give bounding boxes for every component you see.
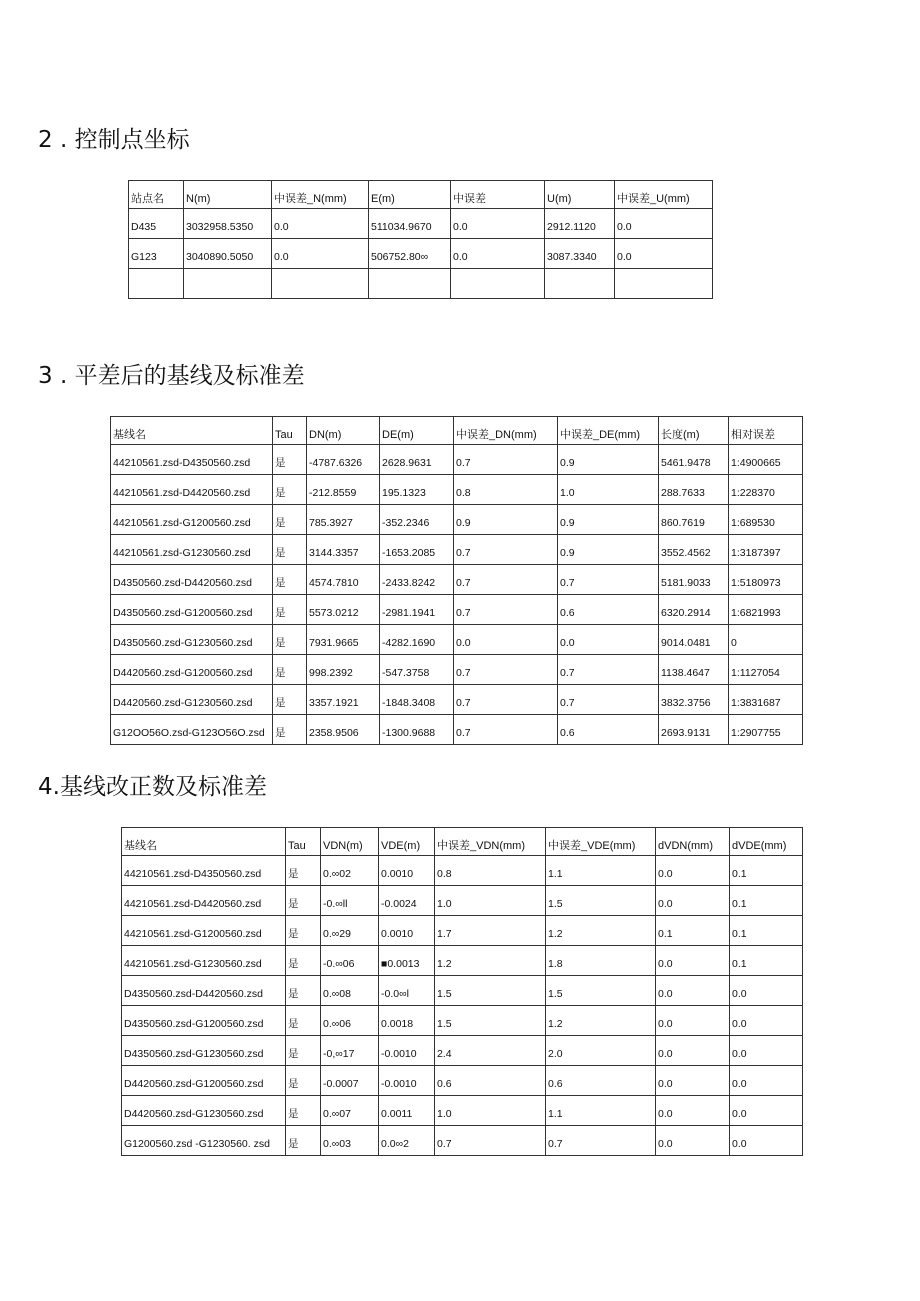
column-header: DN(m)	[307, 417, 380, 445]
column-header: dVDN(mm)	[656, 828, 730, 856]
table-row	[122, 1036, 803, 1066]
table-row	[129, 209, 713, 239]
table-cell: 6320.2914	[659, 595, 729, 625]
table-cell: -4787.6326	[307, 445, 380, 475]
table-row	[111, 565, 803, 595]
table-cell: 0.7	[558, 565, 659, 595]
table-header-row	[122, 828, 803, 856]
table-cell: 1:5180973	[729, 565, 803, 595]
table-cell: D4350560.zsd-G1200560.zsd	[111, 595, 273, 625]
table-cell: 是	[273, 685, 307, 715]
table-cell: -2433.8242	[380, 565, 454, 595]
column-header: DE(m)	[380, 417, 454, 445]
table-cell: 0.0	[558, 625, 659, 655]
column-header: 中误差_N(mm)	[272, 181, 369, 209]
table-cell: 0.6	[435, 1066, 546, 1096]
table-cell: 44210561.zsd-G1200560.zsd	[122, 916, 286, 946]
table-cell: 0.∞08	[321, 976, 379, 1006]
table-cell: 195.1323	[380, 475, 454, 505]
table-cell: 0.9	[558, 505, 659, 535]
table-cell: 1.1	[546, 856, 656, 886]
table-cell: 0.7	[454, 685, 558, 715]
table-row	[122, 1126, 803, 1156]
table-cell: 0.0	[656, 856, 730, 886]
table-cell: 0.0	[272, 239, 369, 269]
table-cell: 0.0	[656, 1096, 730, 1126]
table-cell: 288.7633	[659, 475, 729, 505]
table-cell: 0.7	[454, 655, 558, 685]
column-header: 中误差_VDN(mm)	[435, 828, 546, 856]
table-cell: 是	[286, 1036, 321, 1066]
table-cell: D4350560.zsd-D4420560.zsd	[122, 976, 286, 1006]
table-cell: D435	[129, 209, 184, 239]
section-2-title: 2 . 控制点坐标	[38, 127, 190, 153]
table-cell	[369, 269, 451, 299]
table-cell: 0.1	[730, 946, 803, 976]
table-cell: 1138.4647	[659, 655, 729, 685]
table-cell: 1.0	[558, 475, 659, 505]
table-cell: D4350560.zsd-G1200560.zsd	[122, 1006, 286, 1036]
column-header: Tau	[286, 828, 321, 856]
table-cell: -0.∞06	[321, 946, 379, 976]
table-cell: 0.0	[730, 1006, 803, 1036]
table-row	[122, 916, 803, 946]
table-cell: 1.5	[546, 976, 656, 1006]
table-cell: 0.1	[730, 886, 803, 916]
table-cell: G1200560.zsd -G1230560. zsd	[122, 1126, 286, 1156]
table-cell: 0.0018	[379, 1006, 435, 1036]
table-cell: 2912.1120	[545, 209, 615, 239]
table-cell: -0.0∞l	[379, 976, 435, 1006]
table-cell: 0.7	[454, 565, 558, 595]
section-4-title: 4.基线改正数及标准差	[38, 774, 267, 800]
table-cell: 0.6	[558, 715, 659, 745]
table-cell: 0.0	[656, 1126, 730, 1156]
table-cell: 0.7	[435, 1126, 546, 1156]
table-cell: 0.0	[730, 1096, 803, 1126]
table-row	[122, 886, 803, 916]
table-row	[111, 535, 803, 565]
table-cell: -0.∞ll	[321, 886, 379, 916]
table-cell	[545, 269, 615, 299]
table-cell: 是	[273, 445, 307, 475]
column-header: VDN(m)	[321, 828, 379, 856]
column-header: 基线名	[122, 828, 286, 856]
column-header: Tau	[273, 417, 307, 445]
column-header: dVDE(mm)	[730, 828, 803, 856]
table-cell: D4350560.zsd-G1230560.zsd	[111, 625, 273, 655]
table-cell: 44210561.zsd-G1230560.zsd	[122, 946, 286, 976]
table-cell: 511034.9670	[369, 209, 451, 239]
table-cell: 3040890.5050	[184, 239, 272, 269]
table-cell: 0.9	[454, 505, 558, 535]
table-cell: 1.5	[435, 976, 546, 1006]
table-cell: 1.5	[435, 1006, 546, 1036]
table-cell: 0.0	[451, 239, 545, 269]
table-cell: 3144.3357	[307, 535, 380, 565]
table-cell: 是	[273, 715, 307, 745]
table-cell: 2693.9131	[659, 715, 729, 745]
column-header: N(m)	[184, 181, 272, 209]
table-cell: 是	[286, 1096, 321, 1126]
column-header: 中误差_DE(mm)	[558, 417, 659, 445]
column-header: 相对误差	[729, 417, 803, 445]
table-cell: -1300.9688	[380, 715, 454, 745]
table-cell: 0.1	[730, 916, 803, 946]
table-cell: D4420560.zsd-G1200560.zsd	[122, 1066, 286, 1096]
table-cell: -547.3758	[380, 655, 454, 685]
table-cell: 0.0	[656, 1006, 730, 1036]
table-cell: 1.0	[435, 886, 546, 916]
table-cell: 0.7	[454, 535, 558, 565]
table-cell: 5181.9033	[659, 565, 729, 595]
table-cell: 是	[273, 655, 307, 685]
table-cell: 是	[273, 565, 307, 595]
baseline-correction-table	[121, 827, 803, 1156]
table-cell: 785.3927	[307, 505, 380, 535]
table-row	[111, 685, 803, 715]
table-cell: D4420560.zsd-G1230560.zsd	[122, 1096, 286, 1126]
column-header: 中误差_VDE(mm)	[546, 828, 656, 856]
table-cell: 0.0	[656, 946, 730, 976]
table-cell: 3552.4562	[659, 535, 729, 565]
column-header: 长度(m)	[659, 417, 729, 445]
column-header: VDE(m)	[379, 828, 435, 856]
table-cell	[451, 269, 545, 299]
table-cell: 是	[273, 475, 307, 505]
table-cell: 44210561.zsd-G1230560.zsd	[111, 535, 273, 565]
table-cell: 0.0	[451, 209, 545, 239]
table-cell: 506752.80∞	[369, 239, 451, 269]
table-cell: 0.0	[615, 239, 713, 269]
table-cell: 0.∞03	[321, 1126, 379, 1156]
table-cell: 是	[286, 856, 321, 886]
table-cell: G123	[129, 239, 184, 269]
table-cell: ■0.0013	[379, 946, 435, 976]
column-header: 中误差	[451, 181, 545, 209]
table-cell: -0.0024	[379, 886, 435, 916]
table-cell: 是	[286, 886, 321, 916]
table-row	[122, 856, 803, 886]
table-cell: D4350560.zsd-G1230560.zsd	[122, 1036, 286, 1066]
table-cell: 44210561.zsd-D4350560.zsd	[111, 445, 273, 475]
table-cell: 是	[286, 916, 321, 946]
table-cell: 0.7	[558, 685, 659, 715]
table-cell: 是	[286, 976, 321, 1006]
table-cell: 0.∞07	[321, 1096, 379, 1126]
table-cell: D4420560.zsd-G1200560.zsd	[111, 655, 273, 685]
table-cell: 0.9	[558, 445, 659, 475]
table-cell: 1:3831687	[729, 685, 803, 715]
table-cell: 1.5	[546, 886, 656, 916]
table-cell: -1848.3408	[380, 685, 454, 715]
table-cell: 998.2392	[307, 655, 380, 685]
table-cell: 0.0	[615, 209, 713, 239]
column-header: U(m)	[545, 181, 615, 209]
table-cell: 1:4900665	[729, 445, 803, 475]
table-row	[111, 505, 803, 535]
table-row	[129, 269, 713, 299]
table-row	[122, 1096, 803, 1126]
table-cell: 3032958.5350	[184, 209, 272, 239]
table-cell: 是	[286, 1126, 321, 1156]
table-cell: 1:2907755	[729, 715, 803, 745]
table-row	[129, 239, 713, 269]
table-row	[111, 445, 803, 475]
column-header: 中误差_DN(mm)	[454, 417, 558, 445]
table-cell: 0.9	[558, 535, 659, 565]
table-cell: 1:6821993	[729, 595, 803, 625]
table-cell: 0.0	[656, 1066, 730, 1096]
table-cell: G12OO56O.zsd-G123O56O.zsd	[111, 715, 273, 745]
table-cell	[615, 269, 713, 299]
table-cell: -352.2346	[380, 505, 454, 535]
column-header: 基线名	[111, 417, 273, 445]
table-cell: 是	[273, 505, 307, 535]
table-cell: 0.0	[730, 1066, 803, 1096]
table-cell: 44210561.zsd-D4420560.zsd	[122, 886, 286, 916]
table-cell: 5573.0212	[307, 595, 380, 625]
adjusted-baseline-table	[110, 416, 803, 745]
table-cell: 44210561.zsd-G1200560.zsd	[111, 505, 273, 535]
table-cell: 0.0	[730, 1126, 803, 1156]
table-cell: 0.6	[558, 595, 659, 625]
table-cell: 2358.9506	[307, 715, 380, 745]
table-cell: 0.7	[546, 1126, 656, 1156]
table-header-row	[111, 417, 803, 445]
table-cell: -4282.1690	[380, 625, 454, 655]
table-cell: 0.8	[435, 856, 546, 886]
table-row	[111, 715, 803, 745]
table-row	[111, 475, 803, 505]
table-cell: 是	[286, 1006, 321, 1036]
table-row	[111, 655, 803, 685]
table-cell: 2.4	[435, 1036, 546, 1066]
table-cell: 0.0	[272, 209, 369, 239]
table-cell: 是	[273, 625, 307, 655]
table-cell: 5461.9478	[659, 445, 729, 475]
table-cell: -0.0007	[321, 1066, 379, 1096]
table-cell: 1.0	[435, 1096, 546, 1126]
table-cell: -2981.1941	[380, 595, 454, 625]
table-cell: 44210561.zsd-D4420560.zsd	[111, 475, 273, 505]
column-header: 站点名	[129, 181, 184, 209]
table-cell: 0.0∞2	[379, 1126, 435, 1156]
table-row	[111, 625, 803, 655]
table-cell: 2628.9631	[380, 445, 454, 475]
table-cell	[272, 269, 369, 299]
table-cell: 0.0010	[379, 856, 435, 886]
column-header: 中误差_U(mm)	[615, 181, 713, 209]
table-cell: 0.0010	[379, 916, 435, 946]
table-header-row	[129, 181, 713, 209]
column-header: E(m)	[369, 181, 451, 209]
table-cell: 0	[729, 625, 803, 655]
section-3-title: 3 . 平差后的基线及标准差	[38, 363, 305, 389]
table-row	[111, 595, 803, 625]
table-cell: 1.2	[546, 1006, 656, 1036]
table-cell	[184, 269, 272, 299]
table-cell: 860.7619	[659, 505, 729, 535]
table-cell: 0.0011	[379, 1096, 435, 1126]
table-cell	[129, 269, 184, 299]
table-row	[122, 1006, 803, 1036]
control-point-table	[128, 180, 713, 299]
table-cell: 3357.1921	[307, 685, 380, 715]
table-cell: 0.1	[730, 856, 803, 886]
table-cell: 1.2	[546, 916, 656, 946]
table-cell: 0.7	[454, 445, 558, 475]
table-cell: 1:3187397	[729, 535, 803, 565]
table-cell: 1:1127054	[729, 655, 803, 685]
table-cell: 0.0	[656, 886, 730, 916]
table-cell: 1.8	[546, 946, 656, 976]
table-cell: 3087.3340	[545, 239, 615, 269]
table-cell: 0.0	[730, 976, 803, 1006]
table-cell: 是	[286, 946, 321, 976]
table-cell: 0.0	[656, 976, 730, 1006]
table-cell: 1.1	[546, 1096, 656, 1126]
table-row	[122, 946, 803, 976]
table-cell: 0.0	[454, 625, 558, 655]
table-cell: 0.8	[454, 475, 558, 505]
table-cell: D4420560.zsd-G1230560.zsd	[111, 685, 273, 715]
table-cell: 0.0	[656, 1036, 730, 1066]
table-cell: -0.0010	[379, 1036, 435, 1066]
table-cell: 0.0	[730, 1036, 803, 1066]
table-row	[122, 1066, 803, 1096]
table-cell: 是	[286, 1066, 321, 1096]
table-cell: 0.∞29	[321, 916, 379, 946]
table-cell: 7931.9665	[307, 625, 380, 655]
table-cell: 1:689530	[729, 505, 803, 535]
table-cell: D4350560.zsd-D4420560.zsd	[111, 565, 273, 595]
table-cell: 0.6	[546, 1066, 656, 1096]
table-cell: 0.∞02	[321, 856, 379, 886]
table-cell: 0.7	[454, 715, 558, 745]
table-cell: -1653.2085	[380, 535, 454, 565]
table-cell: 1.7	[435, 916, 546, 946]
table-cell: 44210561.zsd-D4350560.zsd	[122, 856, 286, 886]
table-row	[122, 976, 803, 1006]
table-cell: 0.7	[454, 595, 558, 625]
table-cell: 1:228370	[729, 475, 803, 505]
table-cell: -0,∞17	[321, 1036, 379, 1066]
table-cell: 2.0	[546, 1036, 656, 1066]
table-cell: 4574.7810	[307, 565, 380, 595]
table-cell: 0.1	[656, 916, 730, 946]
table-cell: 3832.3756	[659, 685, 729, 715]
table-cell: 1.2	[435, 946, 546, 976]
table-cell: 是	[273, 535, 307, 565]
table-cell: 0.7	[558, 655, 659, 685]
table-cell: 9014.0481	[659, 625, 729, 655]
table-cell: 是	[273, 595, 307, 625]
table-cell: -0.0010	[379, 1066, 435, 1096]
table-cell: 0.∞06	[321, 1006, 379, 1036]
table-cell: -212.8559	[307, 475, 380, 505]
